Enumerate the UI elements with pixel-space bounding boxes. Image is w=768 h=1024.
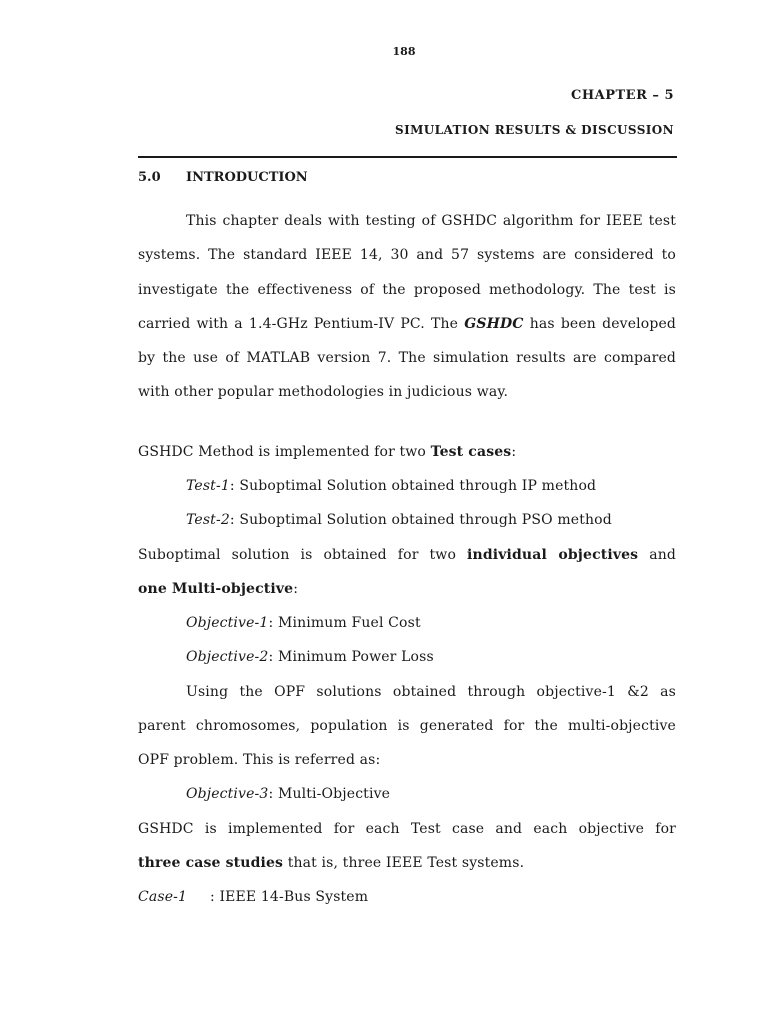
opf-line-3: OPF problem. This is referred as: [138,752,381,768]
case-1-label: Case-1 [138,889,188,905]
header-rule [138,156,677,158]
objective-1-text: : Minimum Fuel Cost [268,615,421,631]
objective-1-item [186,615,676,631]
chapter-number: CHAPTER – 5 [571,88,674,103]
objectives-text-b: and [638,547,676,563]
test-2-label: Test-2 [186,512,230,528]
intro-text-a: This chapter deals with testing of GSHDC algorithm for IEEE test systems. The standard IEEE 14, 30 and 57 systems are considered to investigate the effectiveness of the proposed methodology. The test is carried with a 1.4-GHz Pentium-IV PC. The [138,213,676,332]
intro-paragraph [138,204,676,410]
test-cases-colon: : [511,444,517,460]
test-2-text: : Suboptimal Solution obtained through PSO method [229,512,612,528]
cases-bold: three case studies [138,855,284,871]
chapter-title: SIMULATION RESULTS & DISCUSSION [395,123,674,137]
objective-3-item [186,786,676,802]
objectives-line-1 [138,547,676,563]
section-number: 5.0 [138,170,161,185]
test-cases-intro [138,444,676,460]
objectives-text-a: Suboptimal solution is obtained for two [138,547,468,563]
test-cases-bold: Test cases [430,444,512,460]
case-1-item [138,889,676,905]
cases-line-2 [138,855,676,871]
opf-line-2: parent chromosomes, population is generated for the multi-objective [138,718,676,734]
objectives-line-2 [138,581,676,597]
test-1-text: : Suboptimal Solution obtained through IP method [229,478,597,494]
cases-text: that is, three IEEE Test systems. [283,855,525,871]
objectives-bold-a: individual objectives [467,547,639,563]
section-title: INTRODUCTION [186,170,308,185]
objective-2-label: Objective-2 [186,649,269,665]
objectives-colon: : [293,581,299,597]
case-1-text: : IEEE 14-Bus System [210,889,369,905]
test-1-item [186,478,676,494]
section-heading [138,170,308,185]
cases-line-1: GSHDC is implemented for each Test case and each objective for [138,821,676,837]
objective-1-label: Objective-1 [186,615,269,631]
objectives-bold-b: one Multi-objective [138,581,294,597]
objective-3-text: : Multi-Objective [268,786,391,802]
test-2-item [186,512,676,528]
objective-3-label: Objective-3 [186,786,269,802]
objective-2-text: : Minimum Power Loss [268,649,434,665]
test-cases-text: GSHDC Method is implemented for two [138,444,431,460]
opf-line-1: Using the OPF solutions obtained through objective-1 &2 as [186,684,676,700]
intro-text-b: has been developed by the use of MATLAB version 7. The simulation results are compared with other popular methodologies in judicious way. [138,315,676,401]
objective-2-item [186,649,676,665]
intro-gshdc-bold: GSHDC [464,315,524,332]
test-1-label: Test-1 [186,478,230,494]
page-number: 188 [392,45,416,58]
